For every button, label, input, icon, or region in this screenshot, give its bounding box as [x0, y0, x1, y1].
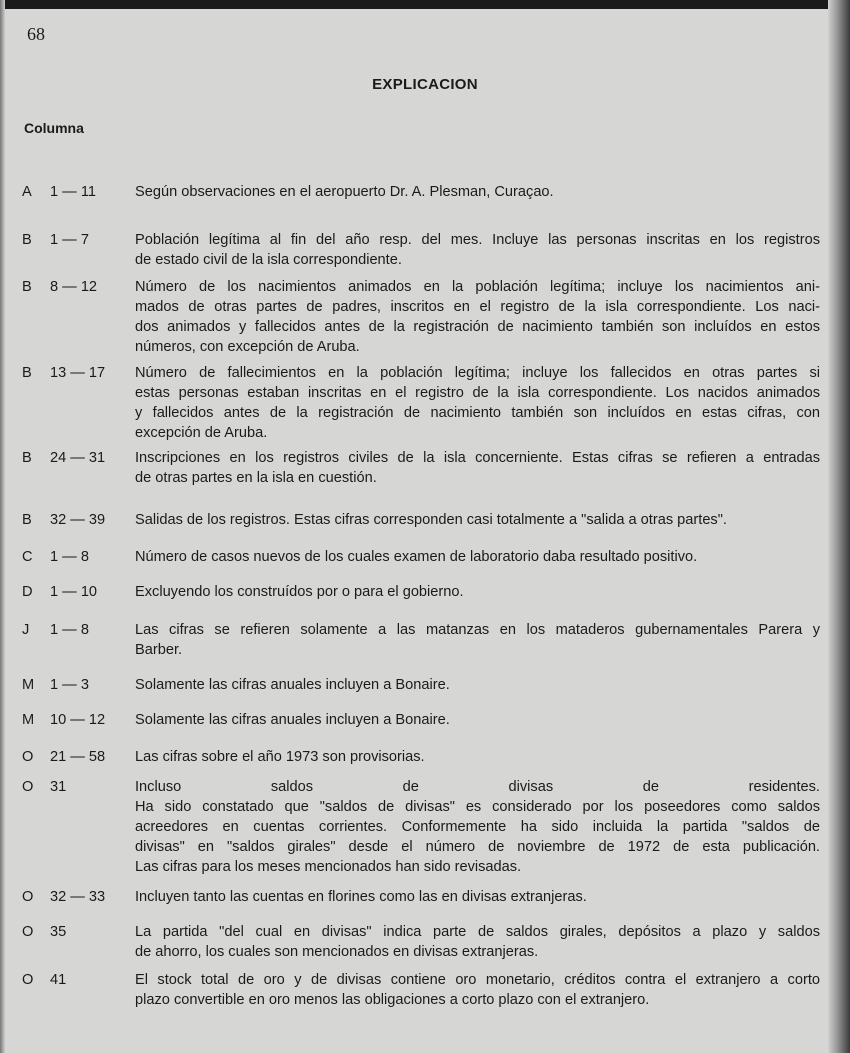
entry-table-letter: B [22, 512, 32, 528]
entry-text-line: números, con excepción de Aruba. [135, 339, 360, 355]
entry-text-line: plazo convertible en oro menos las obligaciones a corto plazo con el extranjero. [135, 992, 650, 1008]
entry-column-range: 1 — 3 [50, 677, 89, 693]
entry-text [135, 363, 820, 443]
entry-text [135, 230, 820, 270]
entry-text [135, 547, 820, 567]
entry-column-range: 10 — 12 [50, 712, 106, 728]
entry-text [135, 620, 820, 660]
entry-text [135, 510, 820, 530]
entry-text-line: de ahorro, los cuales son mencionados en divisas extranjeras. [135, 944, 539, 960]
entry-text-line: Número de fallecimientos en la población legítima; incluye los fallecidos en otras partes si [135, 365, 820, 381]
entry-column-range: 1 — 10 [50, 584, 98, 600]
column-header: Columna [24, 120, 84, 136]
entry-text-line: Solamente las cifras anuales incluyen a Bonaire. [135, 677, 450, 693]
entry-table-letter: O [22, 779, 34, 795]
entry-column-range: 1 — 8 [50, 622, 89, 638]
entry-table-letter: O [22, 749, 34, 765]
entry-text [135, 970, 820, 1010]
entry-column-range: 8 — 12 [50, 279, 98, 295]
entry-text [135, 582, 820, 602]
entry-text-line: Barber. [135, 642, 183, 658]
entry-text-line: Las cifras para los meses mencionados han sido revisadas. [135, 859, 522, 875]
entry-table-letter: B [22, 450, 32, 466]
entry-table-letter: O [22, 972, 34, 988]
entry-text-line: Las cifras sobre el año 1973 son provisorias. [135, 749, 425, 765]
entry-text-line: Solamente las cifras anuales incluyen a Bonaire. [135, 712, 450, 728]
page-gutter-shadow [828, 0, 850, 1053]
entry-text-line: Número de casos nuevos de los cuales examen de laboratorio daba resultado positivo. [135, 549, 698, 565]
entry-text-line: de otras partes en la isla en cuestión. [135, 470, 377, 486]
entry-text-line: divisas" en "saldos girales" desde el número de noviembre de 1972 de esta publicación. [135, 839, 820, 855]
entry-text [135, 710, 820, 730]
entry-text-line: estas personas estaban inscritas en el registro de la isla correspondiente. Los nacidos animados [135, 385, 820, 401]
entry-text [135, 747, 820, 767]
scan-top-border [0, 0, 850, 9]
entry-column-range: 13 — 17 [50, 365, 106, 381]
entry-text-line: Inscripciones en los registros civiles de la isla concerniente. Estas cifras se refieren a entradas [135, 450, 820, 466]
entry-text [135, 448, 820, 488]
page-left-edge [0, 0, 5, 1053]
entry-table-letter: A [22, 184, 32, 200]
entry-text [135, 922, 820, 962]
entry-column-range: 24 — 31 [50, 450, 106, 466]
entry-text-line: dos animados y fallecidos antes de la registración de nacimiento también son incluídos en estos [135, 319, 820, 335]
entry-text-line: Las cifras se refieren solamente a las matanzas en los mataderos gubernamentales Parera y [135, 622, 820, 638]
entry-text-line: Incluso saldos de divisas de residentes. [135, 779, 820, 795]
page-number: 68 [27, 24, 45, 44]
entry-text-line: mados de otras partes de padres, inscritos en el registro de la isla correspondiente. Los naci- [135, 299, 820, 315]
entry-column-range: 21 — 58 [50, 749, 106, 765]
entry-table-letter: O [22, 924, 34, 940]
entry-table-letter: B [22, 365, 32, 381]
entry-text-line: excepción de Aruba. [135, 425, 268, 441]
entry-column-range: 1 — 7 [50, 232, 89, 248]
entry-text-line: Ha sido constatado que "saldos de divisas" es considerado por los poseedores como saldos [135, 799, 820, 815]
entry-table-letter: M [22, 712, 35, 728]
entry-text-line: Excluyendo los construídos por o para el gobierno. [135, 584, 464, 600]
entry-text [135, 777, 820, 877]
entry-table-letter: B [22, 279, 32, 295]
entry-column-range: 35 [50, 924, 67, 940]
entry-text-line: La partida "del cual en divisas" indica parte de saldos girales, depósitos a plazo y saldos [135, 924, 820, 940]
entry-table-letter: M [22, 677, 35, 693]
entry-text-line: Incluyen tanto las cuentas en florines como las en divisas extranjeras. [135, 889, 587, 905]
entry-column-range: 1 — 8 [50, 549, 89, 565]
entry-text-line: de estado civil de la isla correspondiente. [135, 252, 402, 268]
entry-text [135, 675, 820, 695]
entry-table-letter: J [22, 622, 30, 638]
entry-column-range: 32 — 33 [50, 889, 106, 905]
entry-column-range: 41 [50, 972, 67, 988]
entry-text-line: El stock total de oro y de divisas contiene oro monetario, créditos contra el extranjero a corto [135, 972, 820, 988]
entry-table-letter: D [22, 584, 33, 600]
entry-text [135, 887, 820, 907]
entry-table-letter: O [22, 889, 34, 905]
entry-text [135, 277, 820, 357]
entry-text-line: Salidas de los registros. Estas cifras corresponden casi totalmente a "salida a otras partes". [135, 512, 727, 528]
entry-column-range: 31 [50, 779, 67, 795]
entry-table-letter: C [22, 549, 33, 565]
entry-text-line: Según observaciones en el aeropuerto Dr. A. Plesman, Curaçao. [135, 184, 554, 200]
page-title: EXPLICACION [372, 76, 478, 93]
entry-column-range: 32 — 39 [50, 512, 106, 528]
entry-text-line: y fallecidos antes de la registración de nacimiento también son incluídos en estas cifras, con [135, 405, 820, 421]
entry-text-line: Población legítima al fin del año resp. del mes. Incluye las personas inscritas en los registros [135, 232, 820, 248]
entry-column-range: 1 — 11 [50, 184, 96, 200]
entry-table-letter: B [22, 232, 32, 248]
entry-text [135, 182, 820, 202]
entry-text-line: acreedores en cuentas corrientes. Conformemente ha sido incluida la partida "saldos de [135, 819, 820, 835]
entry-text-line: Número de los nacimientos animados en la población legítima; incluye los nacimientos ani- [135, 279, 820, 295]
